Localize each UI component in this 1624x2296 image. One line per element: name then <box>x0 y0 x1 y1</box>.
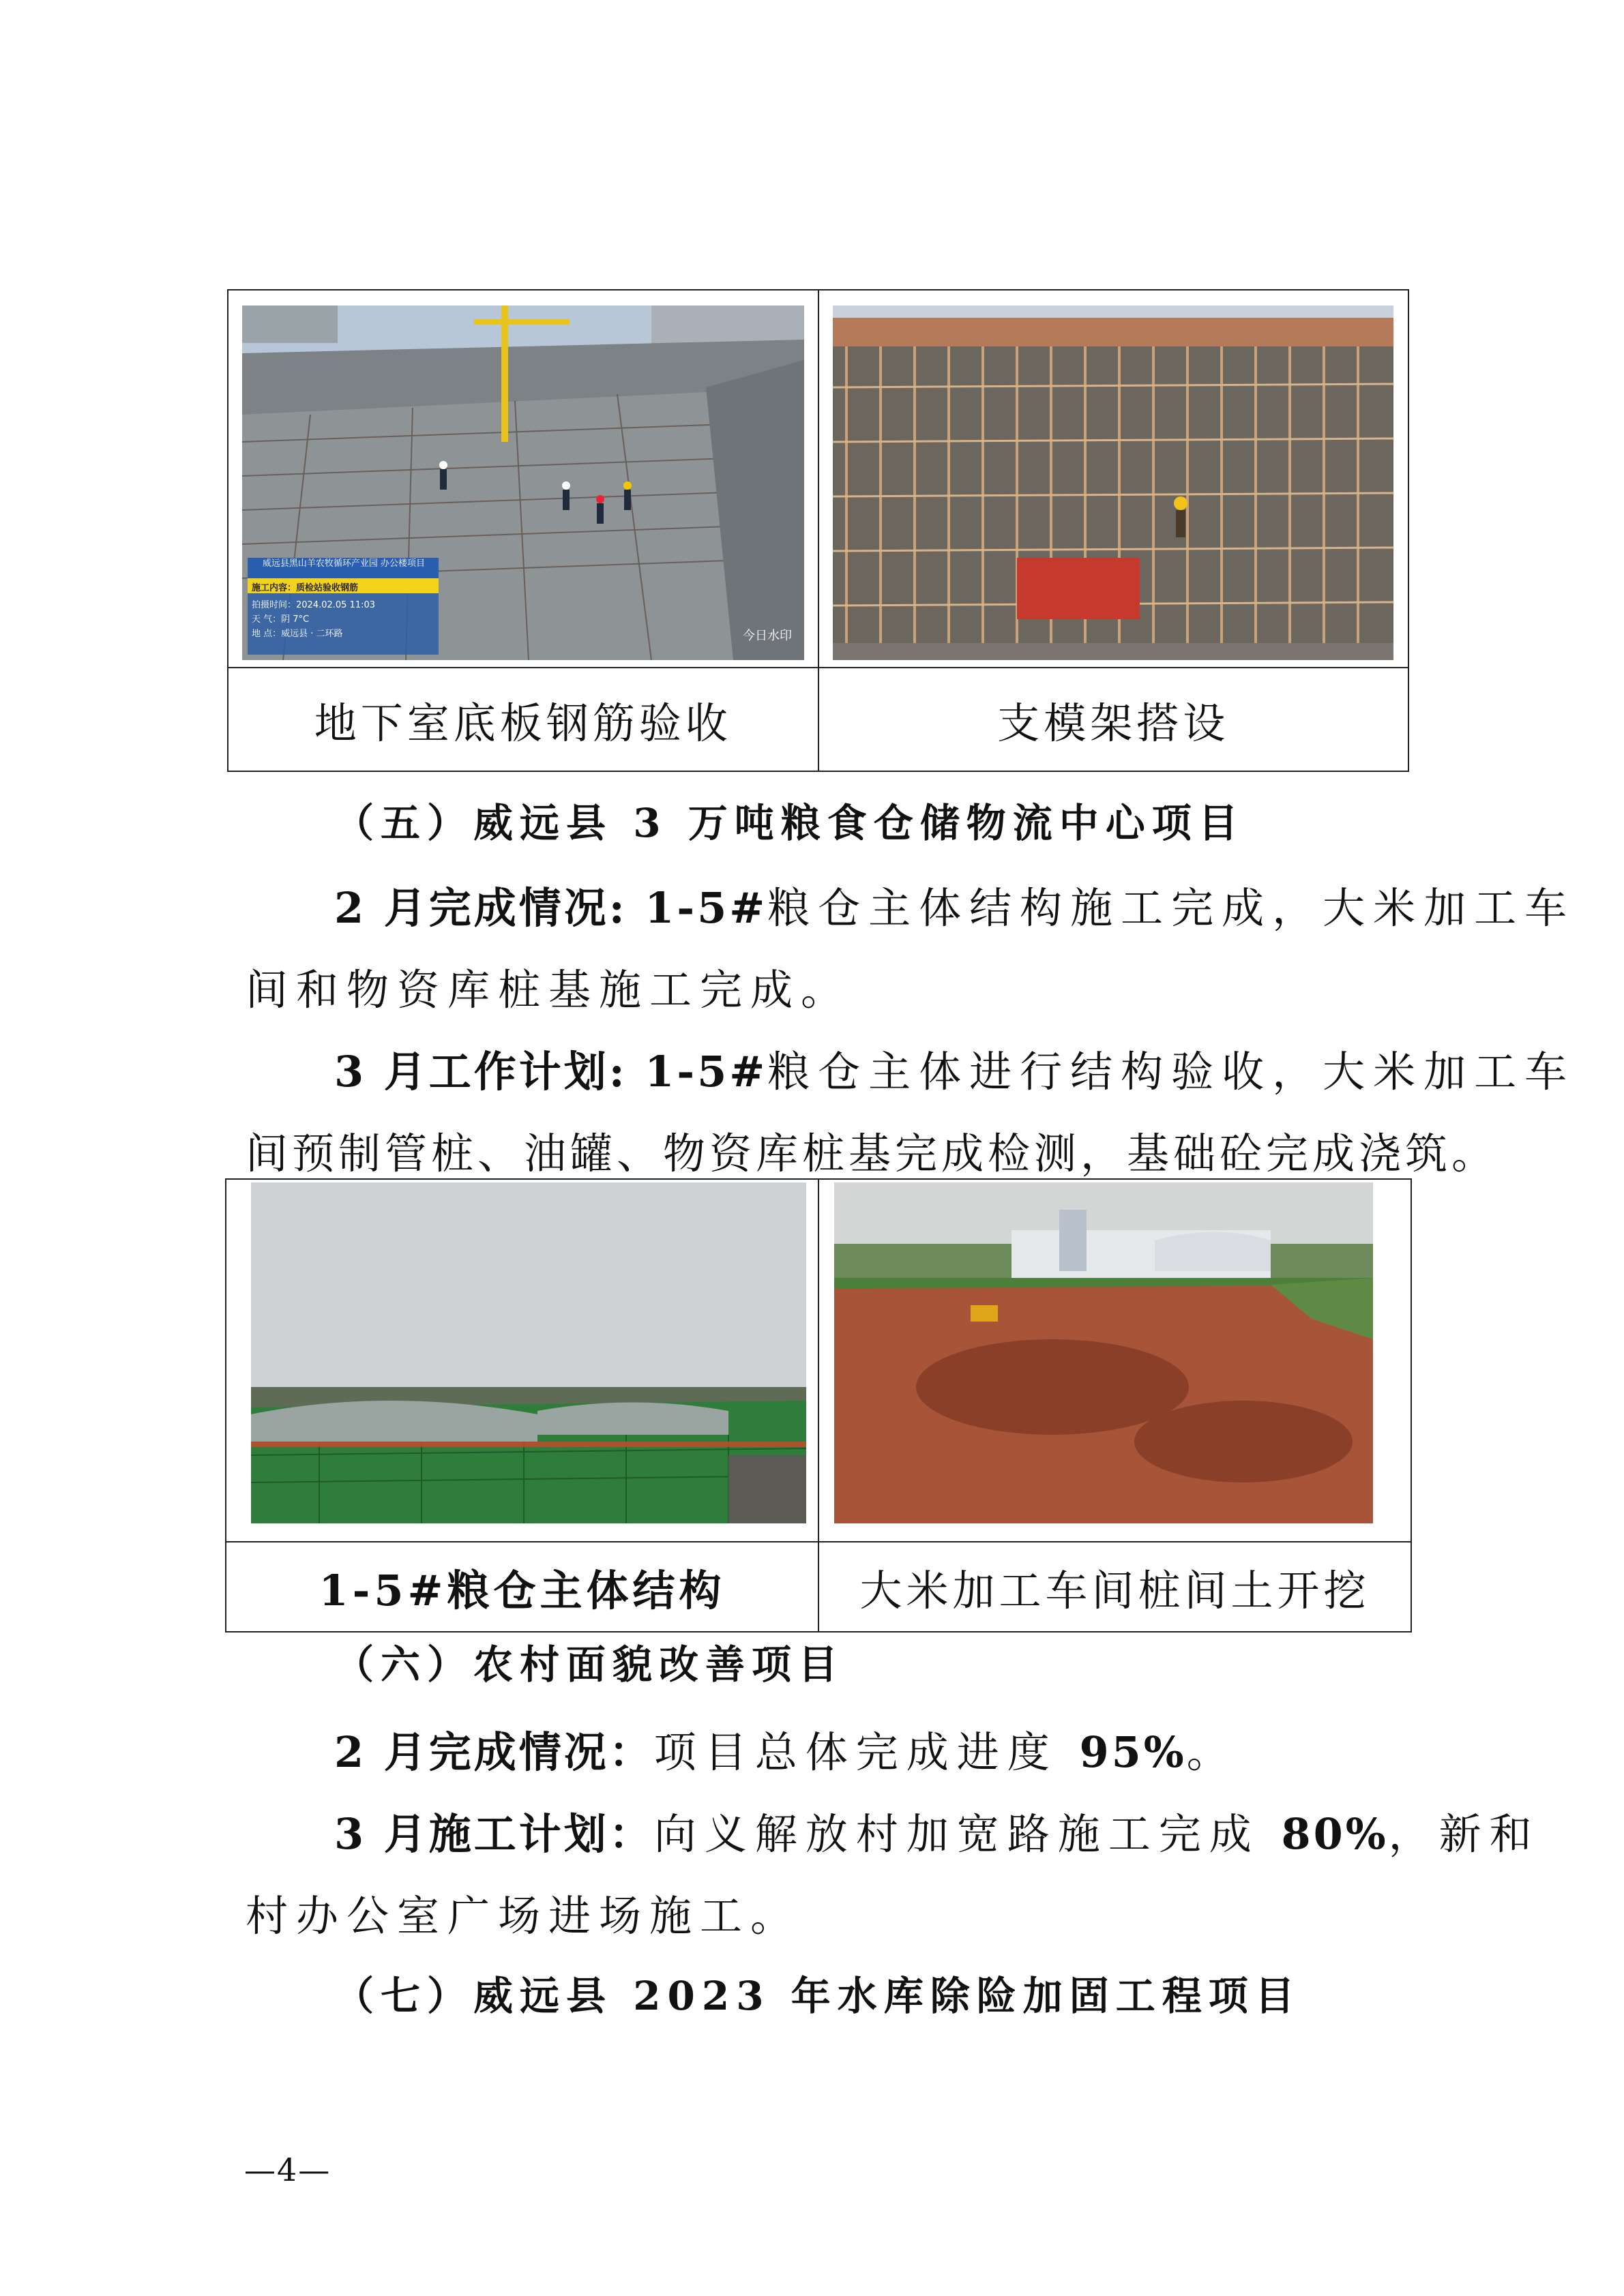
granary-roof-photo <box>251 1182 806 1523</box>
photo-caption: 支模架搭设 <box>818 668 1409 771</box>
paragraph-text: 粮仓主体进行结构验收，大米加工车 <box>767 1047 1576 1097</box>
page-number: —4— <box>244 2151 331 2188</box>
photo-table-2 <box>225 1178 1412 1632</box>
photo-table-1 <box>227 289 1409 772</box>
progress-value: 95% <box>1079 1727 1187 1777</box>
excavation-site-photo <box>834 1182 1373 1523</box>
scaffolding-photo <box>833 305 1393 660</box>
watermark-label: 今日水印 <box>743 629 792 643</box>
paragraph-text: 。 <box>1186 1727 1237 1777</box>
paragraph-lead: 2 月完成情况： <box>334 1727 654 1777</box>
paragraph-text: 项目总体完成进度 <box>653 1727 1080 1777</box>
photo-caption: 1-5#粮仓主体结构 <box>226 1542 818 1632</box>
photo-caption: 大米加工车间桩间土开挖 <box>818 1542 1411 1632</box>
photo-caption: 地下室底板钢筋验收 <box>228 668 818 771</box>
photo-overlay-row: 拍摄时间：2024.02.05 11:03 <box>252 600 376 610</box>
bold-text: 1-5# <box>645 1047 768 1097</box>
section-heading: （七）威远县 2023 年水库除险加固工程项目 <box>334 1973 1301 2019</box>
paragraph <box>334 1038 1575 1099</box>
section-heading: （六）农村面貌改善项目 <box>334 1641 845 1688</box>
photo-cell-2 <box>818 290 1409 668</box>
paragraph <box>334 1800 1540 1861</box>
photo-cell-3 <box>226 1179 818 1542</box>
photo-overlay-row: 施工内容：质检站验收钢筋 <box>252 583 359 593</box>
paragraph: 间和物资库桩基施工完成。 <box>246 965 852 1015</box>
photo-overlay-title: 威远县黑山羊农牧循环产业园 办公楼项目 <box>262 558 426 569</box>
bold-text: 1-5# <box>645 883 768 933</box>
section-heading: （五）威远县 3 万吨粮食仓储物流中心项目 <box>334 800 1245 846</box>
photo-cell-4 <box>818 1179 1411 1542</box>
photo-cell-1 <box>228 290 818 668</box>
paragraph-text: 向义解放村加宽路施工完成 <box>653 1809 1282 1859</box>
progress-value: 80% <box>1281 1809 1389 1859</box>
paragraph: 间预制管桩、油罐、物资库桩基完成检测，基础砼完成浇筑。 <box>246 1129 1498 1178</box>
paragraph-lead: 2 月完成情况: <box>334 883 645 933</box>
paragraph <box>334 874 1575 935</box>
paragraph-lead: 3 月施工计划： <box>334 1809 654 1859</box>
photo-overlay-row: 天 气：阴 7°C <box>252 614 310 625</box>
photo-overlay-row: 地 点：威远县 · 二环路 <box>252 629 343 639</box>
paragraph-text: ，新和 <box>1388 1809 1540 1859</box>
paragraph-text: 粮仓主体结构施工完成，大米加工车 <box>767 883 1576 933</box>
paragraph: 村办公室广场进场施工。 <box>246 1891 801 1941</box>
construction-site-photo <box>242 305 804 660</box>
paragraph <box>334 1718 1237 1779</box>
paragraph-lead: 3 月工作计划: <box>334 1047 645 1097</box>
